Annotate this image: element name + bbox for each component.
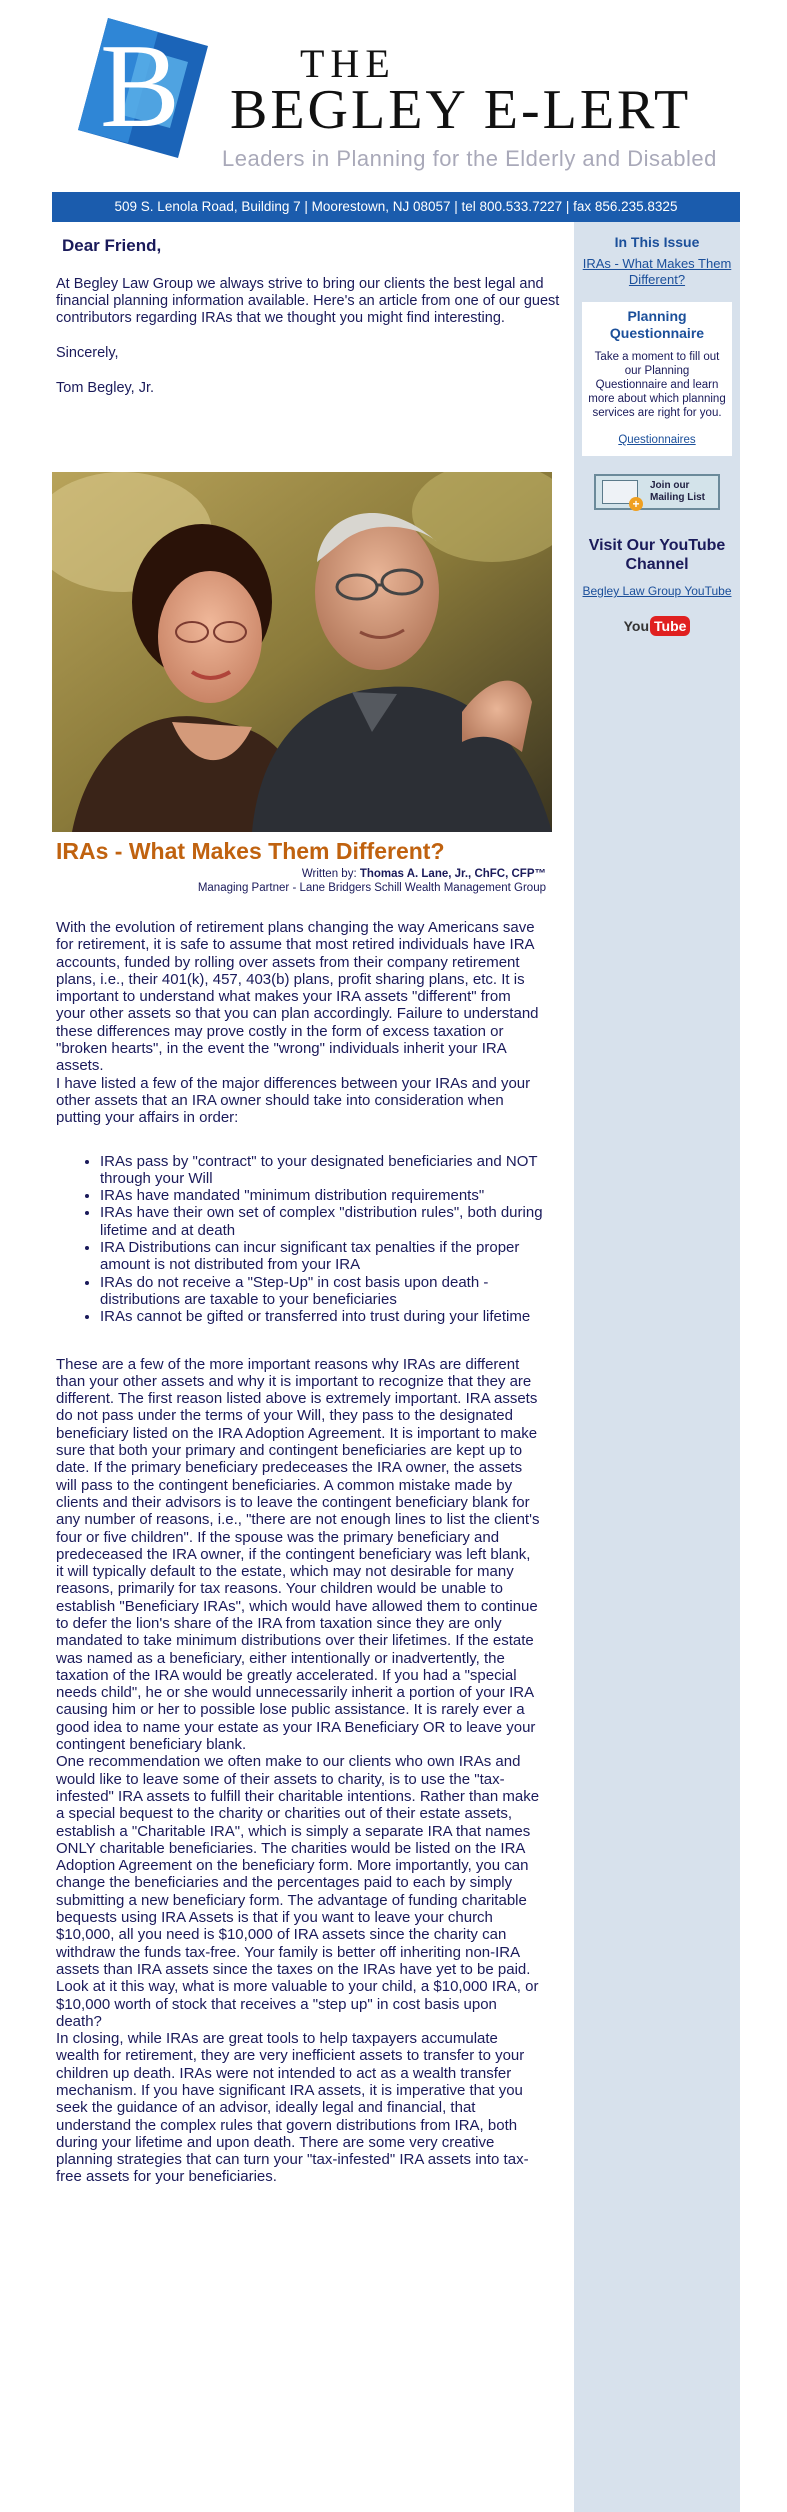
byline-author: Thomas A. Lane, Jr., ChFC, CFP™ — [359, 868, 546, 880]
questionnaires-link[interactable]: Questionnaires — [618, 434, 696, 446]
byline-prefix: Written by: — [301, 868, 360, 880]
mailing-list-label — [650, 480, 705, 504]
article — [56, 838, 556, 2186]
byline — [56, 867, 546, 881]
article-title: IRAs - What Makes Them Different? — [56, 838, 445, 864]
youtube-heading: Visit Our YouTube Channel — [588, 537, 726, 573]
list-item: • IRAs have their own set of complex "distribution rules", both during lifetime and at death — [100, 1204, 556, 1239]
article-paragraph-4: One recommendation we often make to our clients who own IRAs and would like to leave some of their assets to charity, is to use the "tax-infested" IRA assets to fulfill their charitable intentions. Rather than make a special bequest to the charity or charities out of their estate assets, establish a "Charitable IRA", which is simply a separate IRA that names ONLY charitable beneficiaries. The charities would be listed on the IRA Adoption Agreement on the beneficiary form. More importantly, you can change the beneficiaries and the percentages paid to each by simply submitting a new beneficiary form. The advantage of funding charitable bequests using IRA Assets is that if you want to leave your church $10,000, all you need is $10,000 of IRA assets since the charity can withdraw the funds tax-free. Your family is better off inheriting non-IRA assets than IRA assets since the taxes on the IRAs have yet to be paid. Look at it this way, what is more valuable to your child, a $10,000 IRA, or $10,000 worth of stock that receives a "step up" in cost basis upon death? — [56, 1753, 540, 2030]
join-mailing-list-button[interactable] — [594, 474, 720, 510]
title-the: THE — [300, 41, 396, 86]
greeting: Dear Friend, — [62, 236, 162, 255]
in-this-issue-heading: In This Issue — [614, 234, 700, 250]
logo-letter: B — [99, 19, 181, 152]
list-item: • IRA Distributions can incur significant tax penalties if the proper amount is not distributed from your IRA — [100, 1239, 556, 1274]
list-item: • IRAs cannot be gifted or transferred into trust during your lifetime — [100, 1308, 556, 1325]
planning-questionnaire-heading: Planning Questionnaire — [609, 308, 705, 341]
begley-logo — [78, 18, 208, 158]
planning-questionnaire-box — [582, 302, 732, 456]
article-paragraph-1: With the evolution of retirement plans changing the way Americans save for retirement, it is safe to assume that most retired individuals have IRA accounts, funded by rolling over assets from their company retirement plans, i.e., their 401(k), 457, 403(b) plans, profit sharing plans, etc. It is important to understand what makes your IRA assets "different" from your other assets so that you can plan accordingly. Failure to understand these differences may prove costly in the form of excess taxation or "broken hearts", in the event the "wrong" individuals inherit your IRA assets. — [56, 919, 539, 1075]
article-paragraph-2: I have listed a few of the major differences between your IRAs and your other assets that an IRA owner should take into consideration when putting your affairs in order: — [56, 1074, 531, 1127]
envelope-icon — [602, 480, 638, 504]
signoff: Sincerely, — [56, 345, 119, 361]
list-item: • IRAs pass by "contract" to your designated beneficiaries and NOT through your Will — [100, 1153, 556, 1188]
intro-paragraph: At Begley Law Group we always strive to bring our clients the best legal and financial planning information available. Here's an article from one of our guest contributors regarding IRAs that we thought you might find interesting. — [56, 276, 560, 326]
address-bar: 509 S. Lenola Road, Building 7 | Moorestown, NJ 08057 | tel 800.533.7227 | fax 856.235.8325 — [52, 192, 740, 222]
article-paragraph-3: These are a few of the more important reasons why IRAs are different than your other assets and why it is important to recognize that they are different. The first reason listed above is extremely important. IRA assets do not pass under the terms of your Will, they pass to the designated beneficiary listed on the IRA Adoption Agreement. It is important to make sure that both your primary and contingent beneficiaries are kept up to date. If the primary beneficiary predeceases the IRA owner, the assets will pass to the contingent beneficiaries. A common mistake made by clients and their advisors is to leave the contingent beneficiary blank for any number of reasons, i.e., "there are not enough lines to list the client's four or five children". If the spouse was the primary beneficiary and predeceased the IRA owner, if the contingent beneficiary was left blank, it will typically default to the estate, which may not desirable for many reasons, primarily for tax reasons. Your children would be unable to establish "Beneficiary IRAs", which would have allowed them to continue to defer the lion's share of the IRA from taxation since they are only mandated to take minimum distributions over their lifetimes. If the estate was named as a beneficiary, either intentionally or inadvertently, the taxation of the IRA would be greatly accelerated. If you had a "special needs child", he or she would unnecessarily inherit a portion of your IRA causing him or her to possible lose public assistance. It is rarely ever a good idea to name your estate as your IRA Beneficiary OR to leave your contingent beneficiary blank. — [56, 1355, 540, 1754]
mailing-line-2: Mailing List — [650, 492, 705, 503]
article-paragraph-5: In closing, while IRAs are great tools to help taxpayers accumulate wealth for retirement, they are very inefficient assets to transfer to your children up death. IRAs were not intended to act as a wealth transfer mechanism. If you have significant IRA assets, it is imperative that you seek the guidance of an advisor, ideally legal and financial, that understand the complex rules that govern distributions from IRA, both during your lifetime and upon death. There are some very creative planning strategies that can turn your "tax-infested" IRA assets into tax-free assets for your beneficiaries. — [56, 2030, 529, 2186]
youtube-logo-you: You — [623, 618, 649, 634]
list-item: • IRAs do not receive a "Step-Up" in cost basis upon death - distributions are taxable to your beneficiaries — [100, 1274, 556, 1309]
tagline: Leaders in Planning for the Elderly and Disabled — [222, 146, 717, 171]
newsletter-header — [0, 0, 787, 190]
youtube-logo-tube: Tube — [650, 616, 690, 636]
youtube-logo[interactable] — [622, 611, 692, 641]
youtube-channel-link[interactable]: Begley Law Group YouTube — [582, 584, 732, 598]
planning-questionnaire-text: Take a moment to fill out our Planning Questionnaire and learn more about which planning services are right for you. — [588, 351, 726, 419]
issue-article-link[interactable]: IRAs - What Makes Them Different? — [582, 256, 732, 287]
mailing-line-1: Join our — [650, 480, 690, 491]
list-item: • IRAs have mandated "minimum distribution requirements" — [100, 1187, 556, 1204]
sidebar — [574, 222, 740, 2512]
newsletter-title: BEGLEY E-LERT — [230, 79, 692, 141]
couple-photo — [52, 472, 552, 832]
letter — [52, 222, 562, 397]
byline-role: Managing Partner - Lane Bridgers Schill Wealth Management Group — [197, 882, 546, 894]
differences-list — [56, 1153, 556, 1326]
signature: Tom Begley, Jr. — [56, 380, 155, 396]
